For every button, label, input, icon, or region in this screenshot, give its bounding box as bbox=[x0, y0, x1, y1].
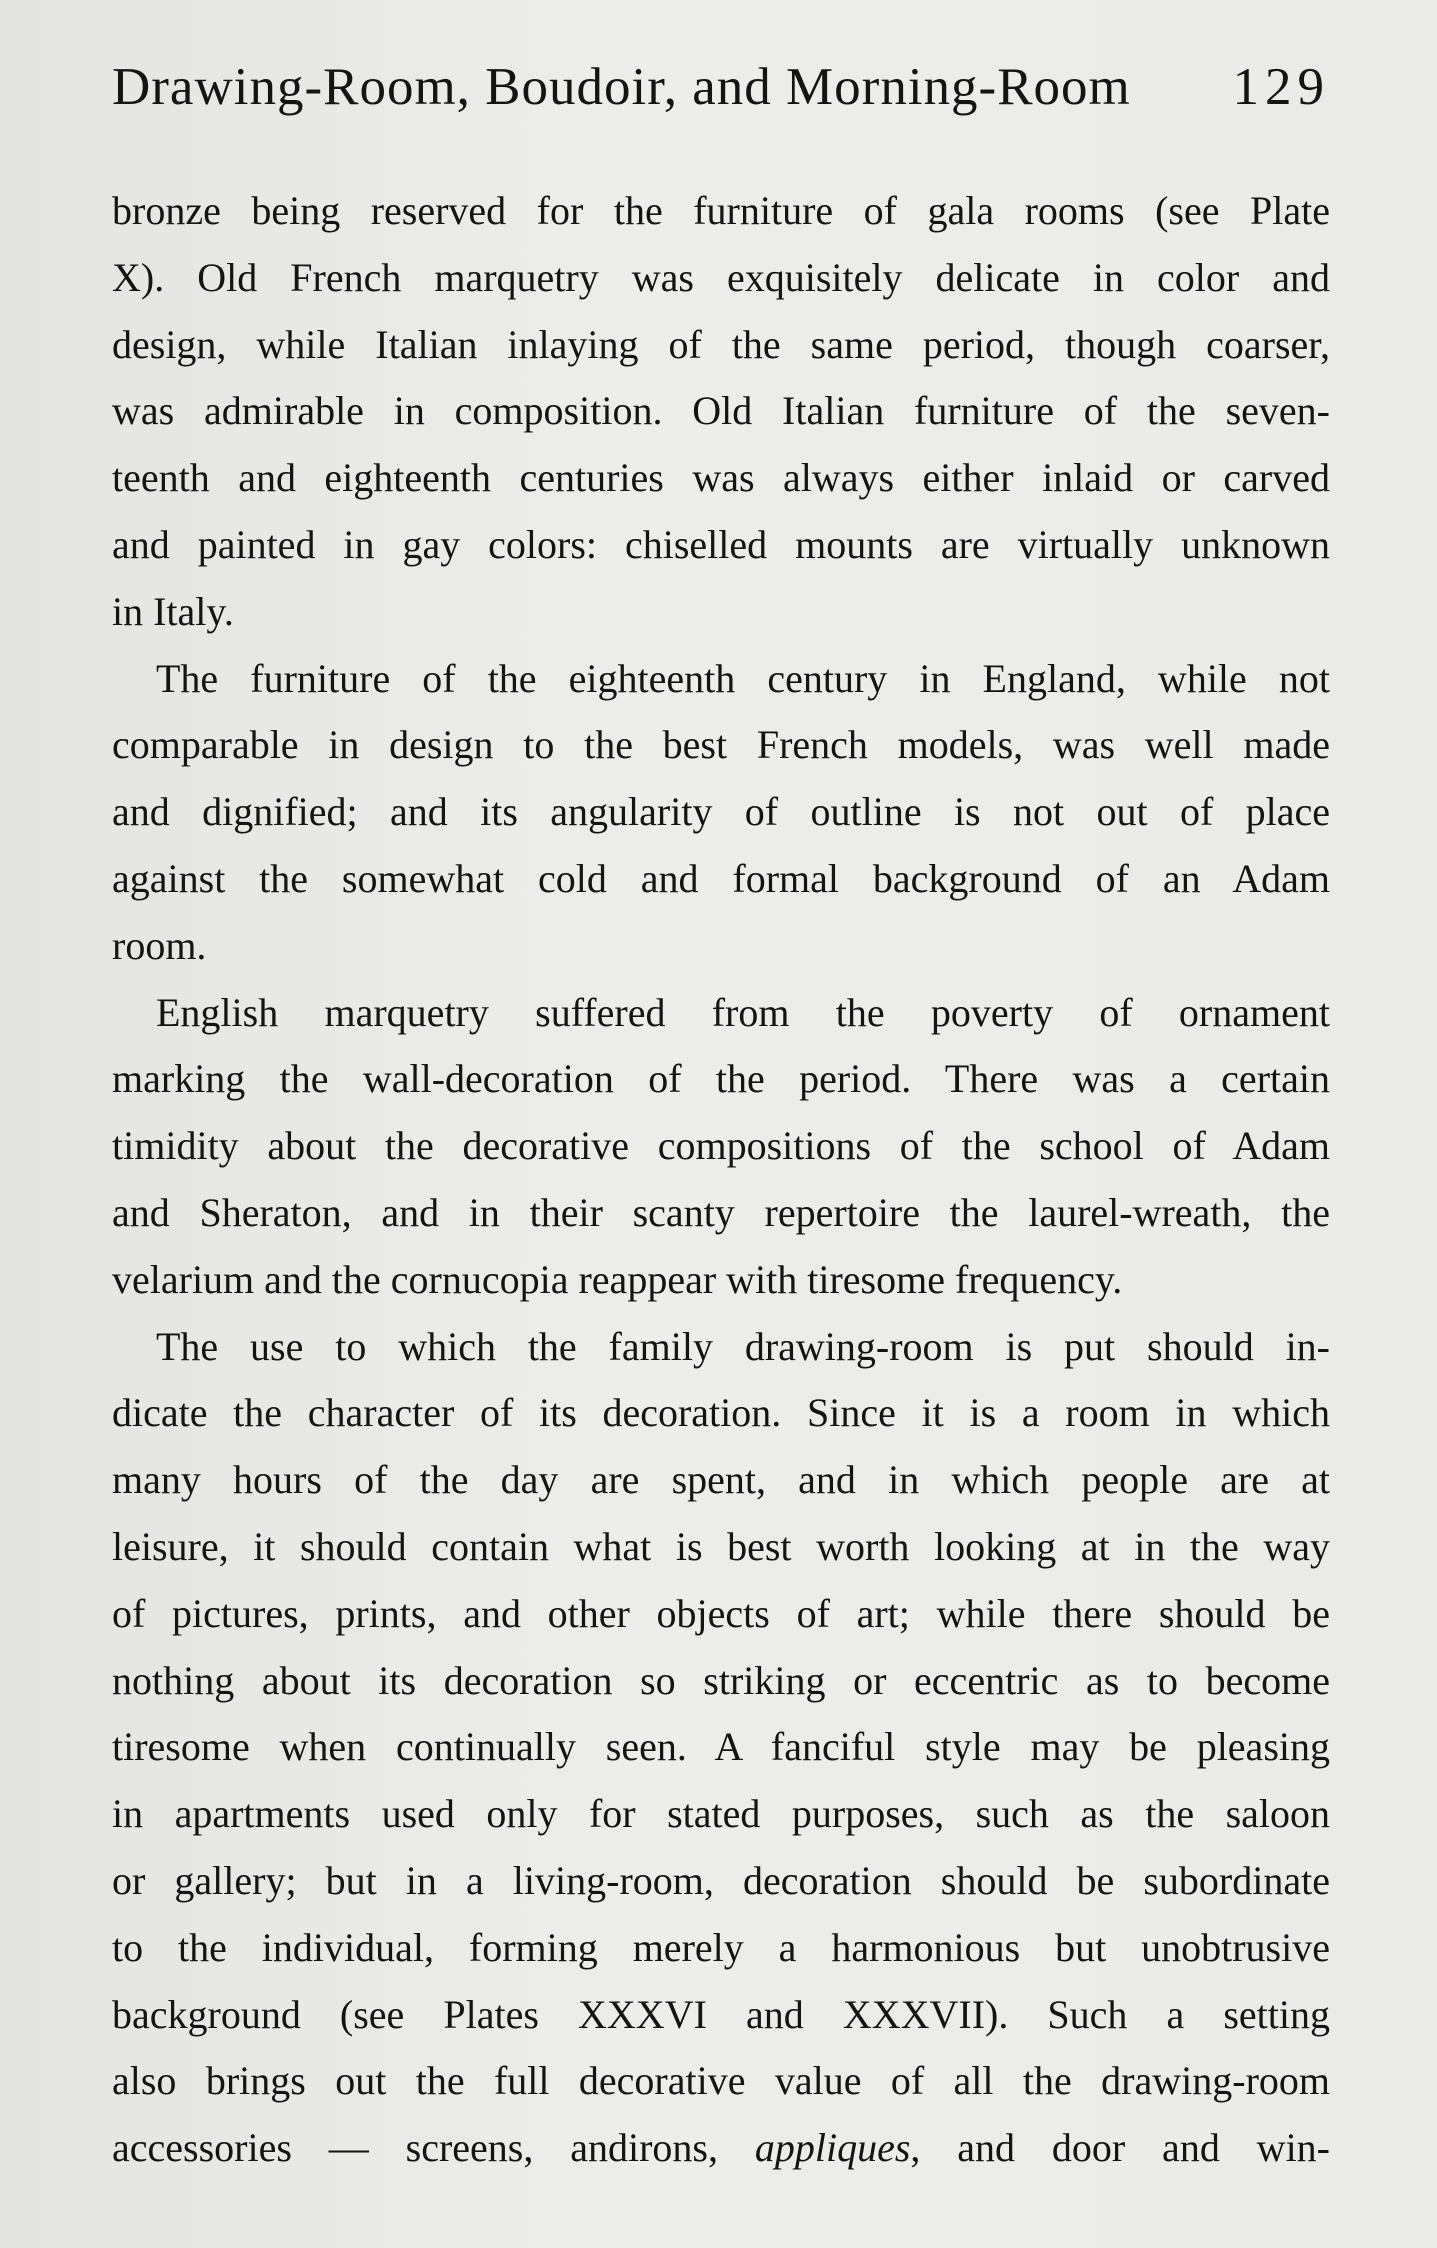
text-line: tiresome when continually seen. A fanciful style may be pleasing bbox=[112, 1724, 1330, 1770]
body-text bbox=[112, 178, 1330, 2182]
text-line: bronze being reserved for the furniture of gala rooms (see Plate bbox=[112, 188, 1330, 233]
running-head bbox=[112, 52, 1330, 132]
text-line: and dignified; and its angularity of outline is not out of place bbox=[112, 789, 1330, 835]
text-line: to the individual, forming merely a harmonious but unobtrusive bbox=[112, 1924, 1330, 1970]
text-line: and Sheraton, and in their scanty repertoire the laurel-wreath, the bbox=[112, 1189, 1330, 1235]
text-line bbox=[112, 2115, 1330, 2182]
text-line: nothing about its decoration so striking or eccentric as to become bbox=[112, 1657, 1330, 1703]
text-line: design, while Italian inlaying of the same period, though coarser, bbox=[112, 321, 1330, 367]
paragraph-4 bbox=[112, 1314, 1330, 2182]
text-line: in apartments used only for stated purposes, such as the saloon bbox=[112, 1791, 1330, 1837]
text-line: teenth and eighteenth centuries was always either inlaid or carved bbox=[112, 455, 1330, 501]
text-line: and painted in gay colors: chiselled mounts are virtually unknown bbox=[112, 521, 1330, 567]
text-line: against the somewhat cold and formal background of an Adam bbox=[112, 855, 1330, 901]
text-line: of pictures, prints, and other objects of art; while there should be bbox=[112, 1590, 1330, 1636]
text-line: The use to which the family drawing-room is put should in- bbox=[156, 1323, 1330, 1369]
book-page bbox=[112, 52, 1330, 2182]
text-line: leisure, it should contain what is best worth looking at in the way bbox=[112, 1523, 1330, 1569]
text-line: English marquetry suffered from the poverty of ornament bbox=[156, 989, 1330, 1035]
text-fragment: accessories — screens, andirons, bbox=[112, 2125, 718, 2171]
text-line: marking the wall-decoration of the period. There was a certain bbox=[112, 1056, 1330, 1102]
text-line: X). Old French marquetry was exquisitely delicate in color and bbox=[112, 254, 1330, 300]
text-line: background (see Plates XXXVI and XXXVII). Such a setting bbox=[112, 1991, 1330, 2037]
running-title: Drawing-Room, Boudoir, and Morning-Room bbox=[112, 58, 1131, 116]
text-line: room. bbox=[112, 922, 207, 968]
paragraph-1 bbox=[112, 178, 1330, 646]
text-line: velarium and the cornucopia reappear with tiresome frequency. bbox=[112, 1256, 1123, 1302]
text-line: many hours of the day are spent, and in which people are at bbox=[112, 1457, 1330, 1503]
paragraph-3 bbox=[112, 980, 1330, 1314]
paragraph-2 bbox=[112, 646, 1330, 980]
italic-term: appliques bbox=[754, 2125, 911, 2171]
text-line: dicate the character of its decoration. Since it is a room in which bbox=[112, 1390, 1330, 1436]
text-line: was admirable in composition. Old Italian furniture of the seven- bbox=[112, 388, 1330, 434]
page-number: 129 bbox=[1232, 58, 1330, 116]
text-line: in Italy. bbox=[112, 588, 234, 634]
text-line: also brings out the full decorative value of all the drawing-room bbox=[112, 2058, 1330, 2104]
text-line: timidity about the decorative compositions of the school of Adam bbox=[112, 1123, 1330, 1169]
text-line: or gallery; but in a living-room, decoration should be subordinate bbox=[112, 1857, 1330, 1903]
text-fragment: , and door and win- bbox=[910, 2125, 1330, 2171]
text-line: comparable in design to the best French models, was well made bbox=[112, 722, 1330, 768]
text-line: The furniture of the eighteenth century in England, while not bbox=[156, 655, 1330, 701]
